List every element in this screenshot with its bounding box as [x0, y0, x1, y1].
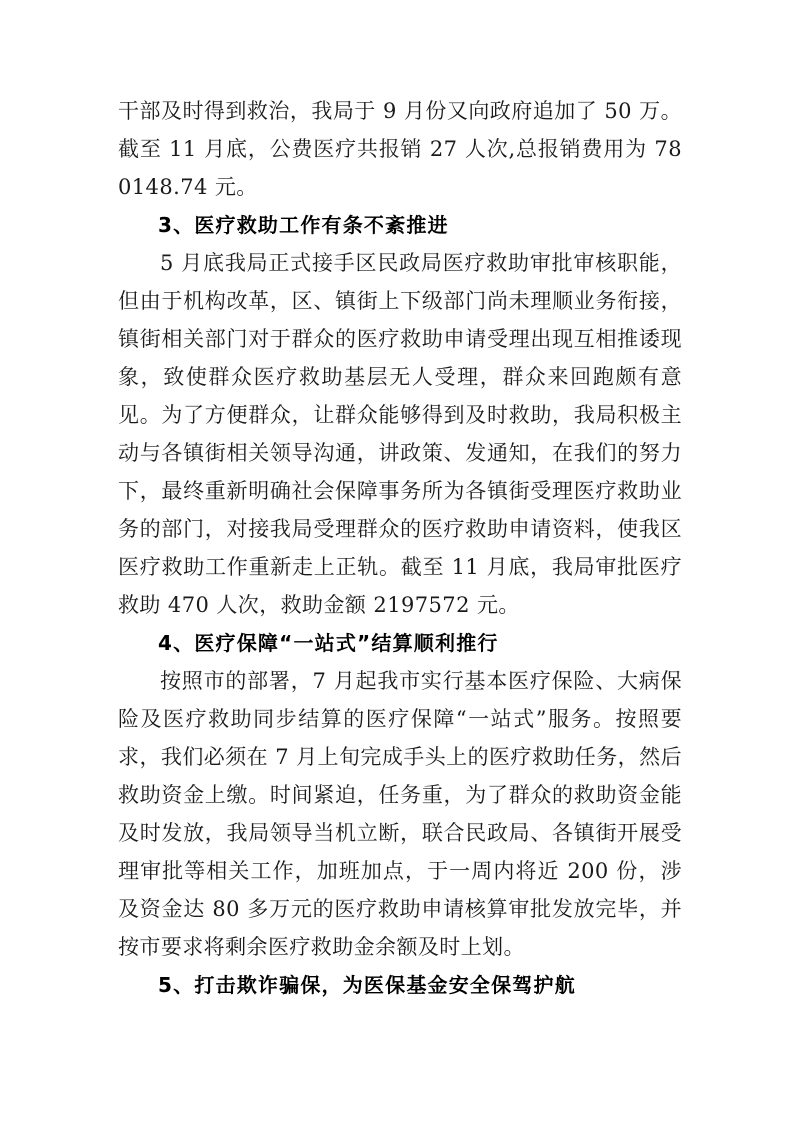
heading-3: 3、医疗救助工作有条不紊推进 [158, 213, 449, 237]
paragraph-yizhanshi: 按照市的部署，7 月起我市实行基本医疗保险、大病保险及医疗救助同步结算的医疗保障“一站式”服务。按照要求，我们必须在 7 月上旬完成手头上的医疗救助任务，然后救助资金上缴。时间紧迫，任务重，为了群众的救助资金能及时发放，我局领导当机立断，联合民政局、各镇街开展受理审批等相关工作，加班加点，于一周内将近 200 份，涉及资金达 80 多万元的医疗救助申请核算审批发放完毕，并按市要求将剩余医疗救助金余额及时上划。 [118, 669, 682, 959]
heading-5: 5、打击欺诈骗保，为医保基金安全保驾护航 [158, 973, 576, 997]
paragraph-yiliao-jiuzhu: 5 月底我局正式接手区民政局医疗救助审批审核职能，但由于机构改革，区、镇街上下级部门尚未理顺业务衔接，镇街相关部门对于群众的医疗救助申请受理出现互相推诿现象，致使群众医疗救助基层无人受理，群众来回跑颇有意见。为了方便群众，让群众能够得到及时救助，我局积极主动与各镇街相关领导沟通，讲政策、发通知，在我们的努力下，最终重新明确社会保障事务所为各镇街受理医疗救助业务的部门，对接我局受理群众的医疗救助申请资料，使我区医疗救助工作重新走上正轨。截至 11 月底，我局审批医疗救助 470 人次，救助金额 2197572 元。 [118, 251, 682, 617]
heading-4: 4、医疗保障“一站式”结算顺利推行 [158, 631, 499, 655]
paragraph-gongfei-yiliao: 干部及时得到救治，我局于 9 月份又向政府追加了 50 万。截至 11 月底，公费医疗共报销 27 人次,总报销费用为 780148.74 元。 [118, 99, 682, 199]
document-text-column [118, 92, 682, 1004]
